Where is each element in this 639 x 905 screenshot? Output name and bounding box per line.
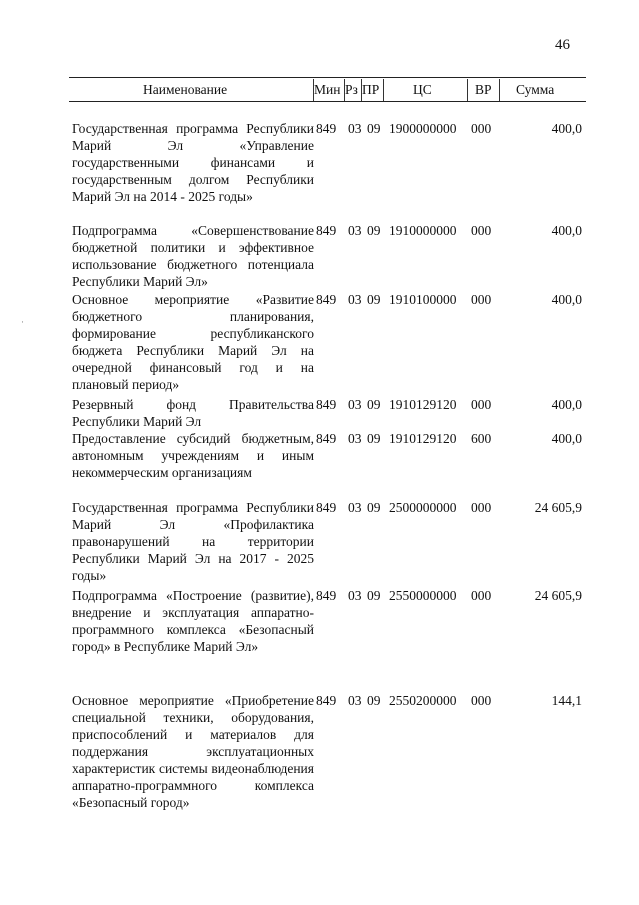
row-pr: 09 — [367, 588, 381, 603]
row-sum: 400,0 — [551, 223, 582, 238]
row-sum: 400,0 — [551, 397, 582, 412]
row-rz: 03 — [348, 693, 362, 708]
row-sum: 24 605,9 — [534, 500, 582, 515]
row-cs: 2500000000 — [389, 500, 457, 515]
header-separator — [383, 79, 384, 101]
header-rz: Рз — [345, 82, 358, 97]
row-min: 849 — [316, 588, 337, 603]
row-name: Государственная программа Республики Марий Эл «Профилактика правонарушений на территории Республики Марий Эл на 2017 - 2025 годы» — [72, 500, 314, 583]
row-name: Резервный фонд Правительства Республики Марий Эл — [72, 397, 314, 429]
row-rz: 03 — [348, 292, 362, 307]
row-rz: 03 — [348, 588, 362, 603]
row-vr: 000 — [471, 292, 492, 307]
row-min: 849 — [316, 431, 337, 446]
header-top-rule — [69, 77, 586, 78]
row-name: Подпрограмма «Совершенствование бюджетной политики и эффективное использование бюджетного потенциала Республики Марий Эл» — [72, 223, 314, 289]
row-cs: 2550200000 — [389, 693, 457, 708]
header-cs: ЦС — [413, 82, 432, 97]
row-vr: 000 — [471, 693, 492, 708]
row-sum: 24 605,9 — [534, 588, 582, 603]
row-min: 849 — [316, 500, 337, 515]
row-cs: 1910000000 — [389, 223, 457, 238]
row-rz: 03 — [348, 121, 362, 136]
header-min: Мин — [314, 82, 341, 97]
row-vr: 000 — [471, 121, 492, 136]
row-sum: 144,1 — [551, 693, 582, 708]
row-cs: 1910100000 — [389, 292, 457, 307]
row-cs: 1910129120 — [389, 431, 457, 446]
row-rz: 03 — [348, 431, 362, 446]
row-name: Государственная программа Республики Марий Эл «Управление государственными финансами и государственным долгом Республики Марий Эл на 2014 - 2025 годы» — [72, 121, 314, 204]
row-cs: 1910129120 — [389, 397, 457, 412]
row-vr: 600 — [471, 431, 492, 446]
row-pr: 09 — [367, 223, 381, 238]
row-min: 849 — [316, 693, 337, 708]
row-pr: 09 — [367, 500, 381, 515]
header-sum: Сумма — [516, 82, 555, 97]
row-cs: 1900000000 — [389, 121, 457, 136]
row-min: 849 — [316, 223, 337, 238]
row-min: 849 — [316, 397, 337, 412]
header-name: Наименование — [143, 82, 228, 97]
row-name: Подпрограмма «Построение (развитие), внедрение и эксплуатация аппаратно-программного комплекса «Безопасный город» в Республике Марий Эл» — [72, 588, 314, 654]
row-rz: 03 — [348, 397, 362, 412]
page-number: 46 — [555, 37, 570, 53]
scan-speck: · — [21, 317, 24, 327]
row-sum: 400,0 — [551, 292, 582, 307]
row-sum: 400,0 — [551, 431, 582, 446]
header-pr: ПР — [362, 82, 380, 97]
row-name: Предоставление субсидий бюджетным, автономным учреждениям и иным некоммерческим организациям — [72, 431, 314, 480]
row-rz: 03 — [348, 500, 362, 515]
row-vr: 000 — [471, 223, 492, 238]
row-min: 849 — [316, 121, 337, 136]
row-pr: 09 — [367, 431, 381, 446]
row-pr: 09 — [367, 397, 381, 412]
header-vr: ВР — [475, 82, 492, 97]
row-pr: 09 — [367, 121, 381, 136]
row-min: 849 — [316, 292, 337, 307]
row-vr: 000 — [471, 397, 492, 412]
row-sum: 400,0 — [551, 121, 582, 136]
row-name: Основное мероприятие «Приобретение специальной техники, оборудования, приспособлений и материалов для поддержания эксплуатационных характеристик системы видеонаблюдения аппаратно-программного комплекса «Безопасный город» — [72, 693, 314, 810]
row-name: Основное мероприятие «Развитие бюджетного планирования, формирование республиканского бюджета Республики Марий Эл на очередной финансовый год и на плановый период» — [72, 292, 314, 392]
row-rz: 03 — [348, 223, 362, 238]
header-separator — [499, 79, 500, 101]
row-pr: 09 — [367, 693, 381, 708]
row-cs: 2550000000 — [389, 588, 457, 603]
row-vr: 000 — [471, 588, 492, 603]
header-separator — [467, 79, 468, 101]
row-pr: 09 — [367, 292, 381, 307]
header-bottom-rule — [69, 101, 586, 102]
row-vr: 000 — [471, 500, 492, 515]
table-header — [69, 79, 586, 101]
